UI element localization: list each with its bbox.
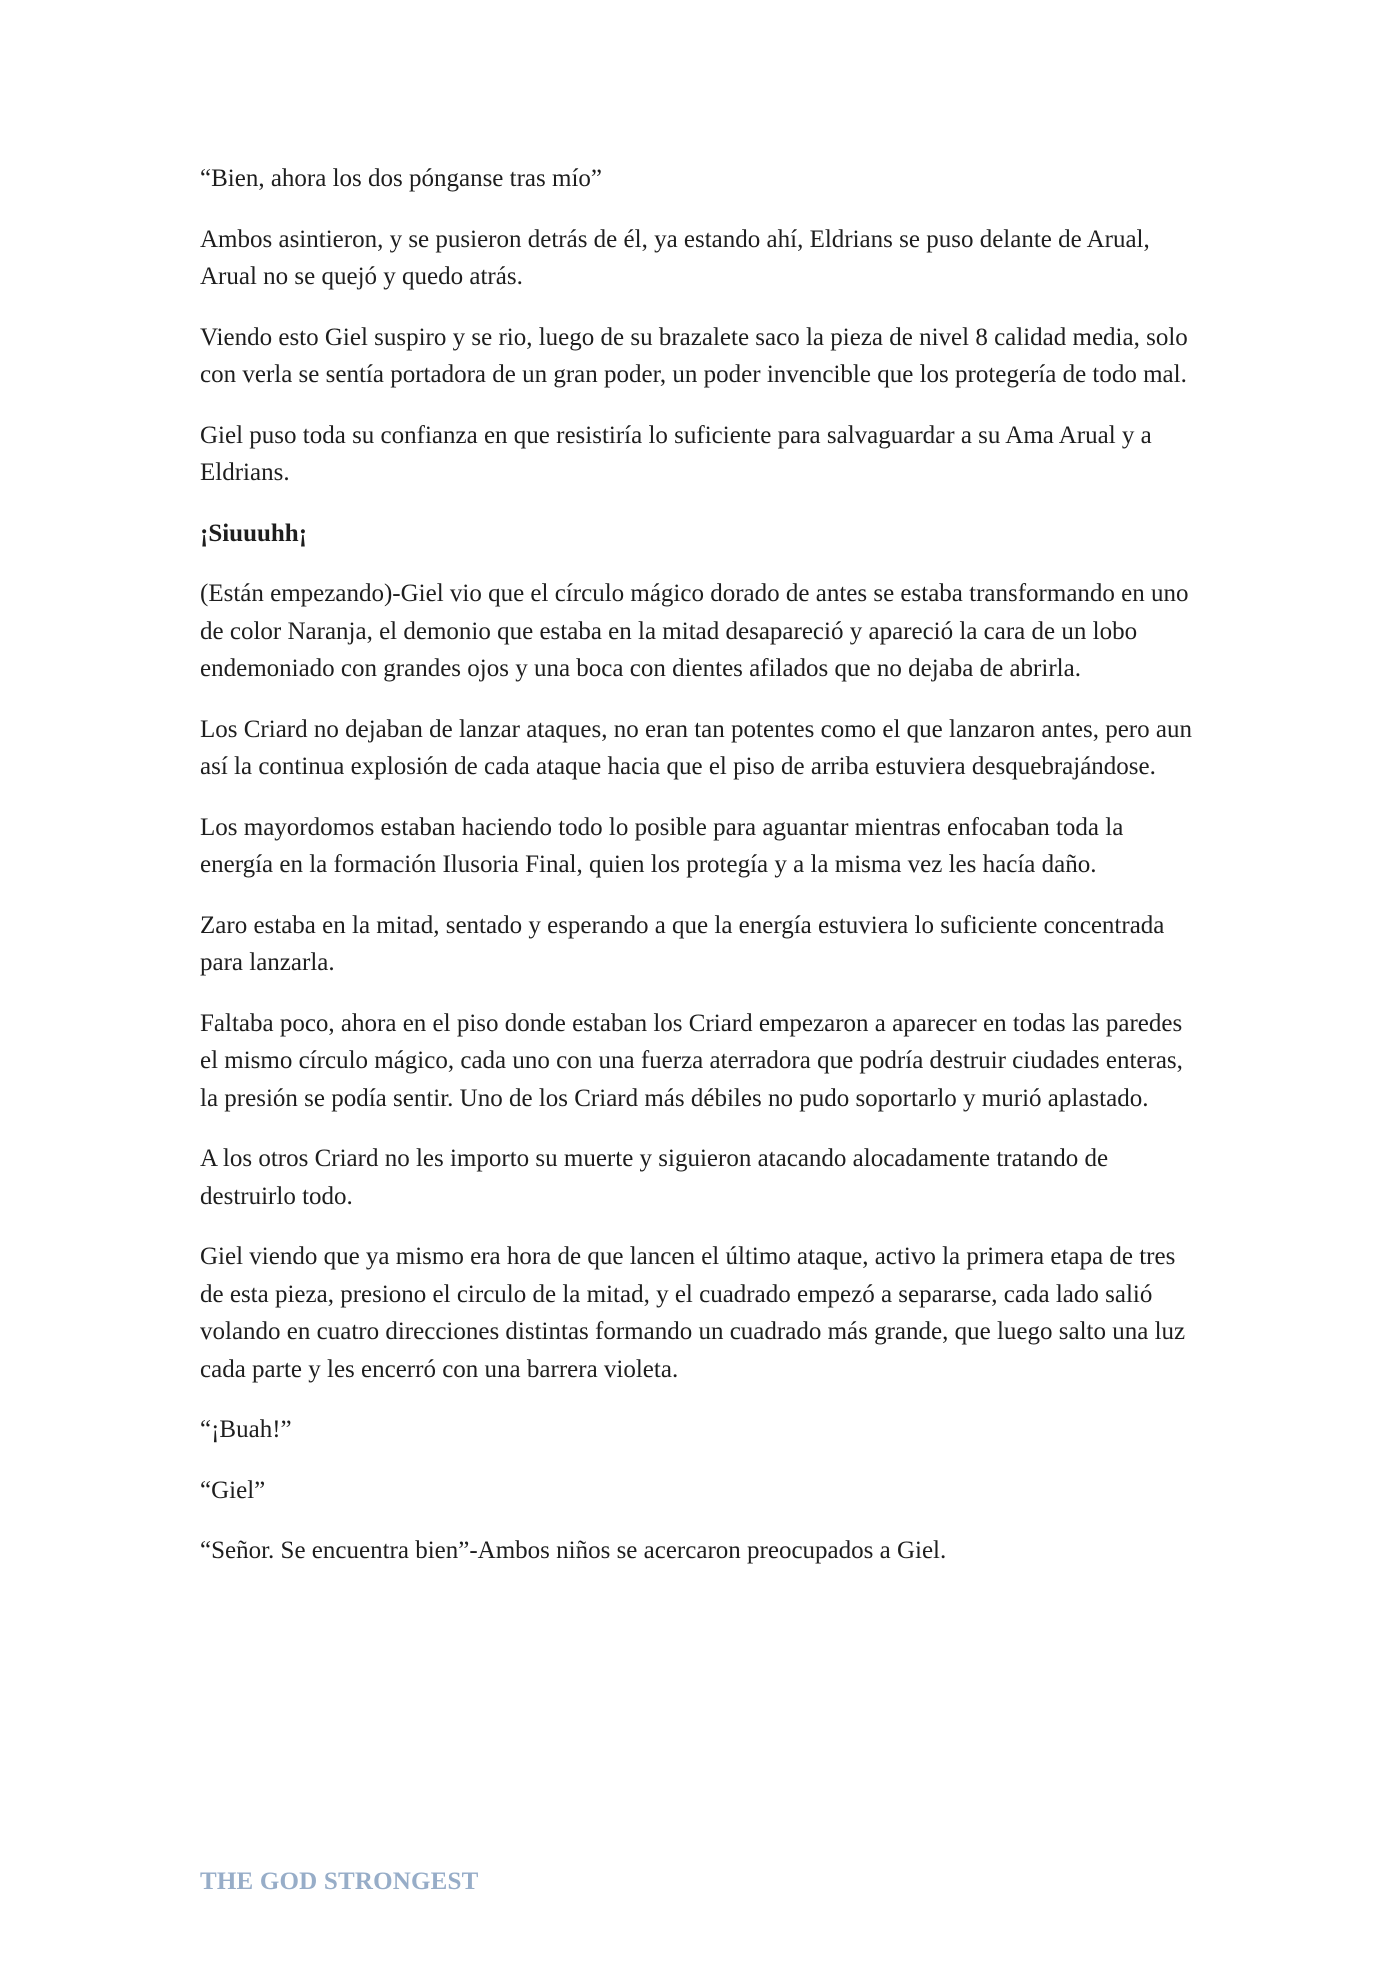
paragraph: Faltaba poco, ahora en el piso donde estaban los Criard empezaron a aparecer en todas las paredes el mismo círculo mágico, cada uno con una fuerza aterradora que podría destruir ciudades enteras, la presión se podía sentir. Uno de los Criard más débiles no pudo soportarlo y murió aplastado. xyxy=(200,1009,1183,1112)
paragraph: Giel puso toda su confianza en que resistiría lo suficiente para salvaguardar a su Ama Arual y a Eldrians. xyxy=(200,421,1152,486)
paragraph: Viendo esto Giel suspiro y se rio, luego de su brazalete saco la pieza de nivel 8 calidad media, solo con verla se sentía portadora de un gran poder, un poder invencible que los protegería de todo mal. xyxy=(200,323,1188,388)
sound-effect-heading: ¡Siuuuhh¡ xyxy=(200,519,308,547)
paragraph: Los mayordomos estaban haciendo todo lo posible para aguantar mientras enfocaban toda la energía en la formación Ilusoria Final, quien los protegía y a la misma vez les hacía daño. xyxy=(200,813,1124,878)
document-body xyxy=(200,160,1202,1593)
dialogue-line: “¡Buah!” xyxy=(200,1416,292,1443)
page-footer: THE GOD STRONGEST xyxy=(200,1868,479,1895)
paragraph: Zaro estaba en la mitad, sentado y esperando a que la energía estuviera lo suficiente concentrada para lanzarla. xyxy=(200,911,1165,976)
dialogue-line: “Señor. Se encuentra bien”-Ambos niños se acercaron preocupados a Giel. xyxy=(200,1537,947,1564)
paragraph: Ambos asintieron, y se pusieron detrás de él, ya estando ahí, Eldrians se puso delante de Arual, Arual no se quejó y quedo atrás. xyxy=(200,225,1150,290)
paragraph: Giel viendo que ya mismo era hora de que lancen el último ataque, activo la primera etapa de tres de esta pieza, presiono el circulo de la mitad, y el cuadrado empezó a separarse, cada lado salió volando en cuatro direcciones distintas formando un cuadrado más grande, que luego salto una luz cada parte y les encerró con una barrera violeta. xyxy=(200,1243,1186,1383)
paragraph: (Están empezando)-Giel vio que el círculo mágico dorado de antes se estaba transformando en uno de color Naranja, el demonio que estaba en la mitad desapareció y apareció la cara de un lobo endemoniado con grandes ojos y una boca con dientes afilados que no dejaba de abrirla. xyxy=(200,580,1189,682)
paragraph: A los otros Criard no les importo su muerte y siguieron atacando alocadamente tratando de destruirlo todo. xyxy=(200,1145,1109,1210)
paragraph: “Bien, ahora los dos pónganse tras mío” xyxy=(200,165,602,192)
dialogue-line: “Giel” xyxy=(200,1476,266,1504)
paragraph: Los Criard no dejaban de lanzar ataques, no eran tan potentes como el que lanzaron antes, pero aun así la continua explosión de cada ataque hacia que el piso de arriba estuviera desquebrajándose. xyxy=(200,715,1192,780)
